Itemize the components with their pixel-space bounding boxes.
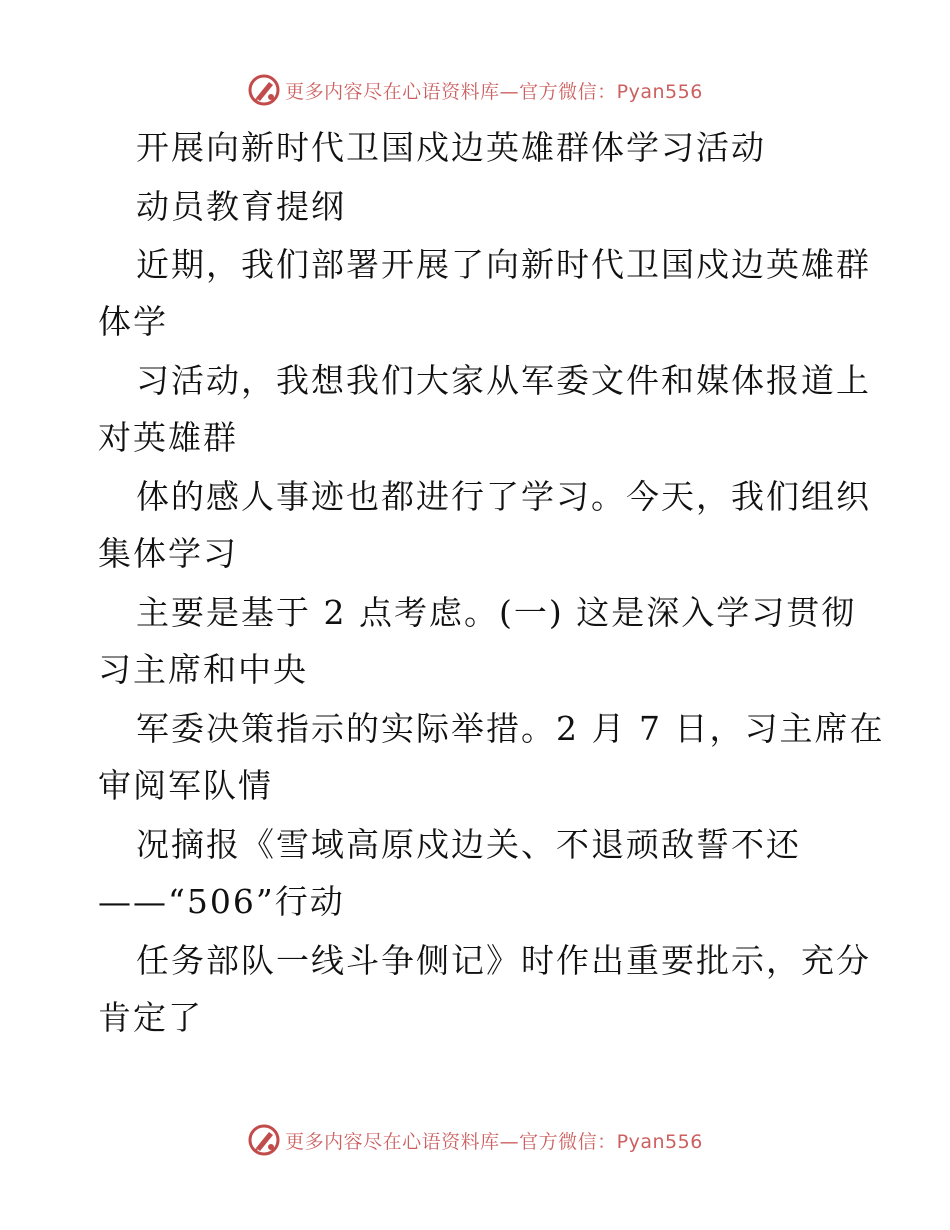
- paragraph-line: 审阅军队情: [98, 766, 273, 805]
- paragraph-line: 肯定了: [98, 998, 203, 1037]
- paragraph-line: 体学: [98, 302, 168, 341]
- paragraph-line: 体的感人事迹也都进行了学习。今天，我们组织: [136, 477, 871, 516]
- paragraph-line: 任务部队一线斗争侧记》时作出重要批示，充分: [136, 941, 871, 980]
- paragraph-line: 习主席和中央: [98, 650, 308, 689]
- header-watermark-banner: [0, 70, 950, 110]
- document-title: 开展向新时代卫国戍边英雄群体学习活动: [136, 128, 766, 167]
- paragraph-line: 习活动，我想我们大家从军委文件和媒体报道上: [136, 361, 871, 400]
- paragraph-line: 军委决策指示的实际举措。2 月 7 日，习主席在: [136, 709, 885, 748]
- paragraph-line: 对英雄群: [98, 418, 238, 457]
- footer-watermark-text: 更多内容尽在心语资料库—官方微信：Pyan556: [285, 1130, 703, 1153]
- paragraph-line: 集体学习: [98, 534, 238, 573]
- paragraph-line: 主要是基于 2 点考虑。(一) 这是深入学习贯彻: [136, 593, 857, 632]
- pen-logo-icon: [247, 73, 281, 107]
- paragraph-line: ——“506”行动: [98, 882, 345, 921]
- document-subtitle: 动员教育提纲: [136, 187, 346, 226]
- pen-logo-icon: [247, 1123, 281, 1157]
- header-watermark-text: 更多内容尽在心语资料库—官方微信：Pyan556: [285, 80, 703, 103]
- footer-watermark-banner: [0, 1120, 950, 1160]
- paragraph-line: 况摘报《雪域高原戍边关、不退顽敌誓不还: [136, 825, 801, 864]
- paragraph-line: 近期，我们部署开展了向新时代卫国戍边英雄群: [136, 245, 871, 284]
